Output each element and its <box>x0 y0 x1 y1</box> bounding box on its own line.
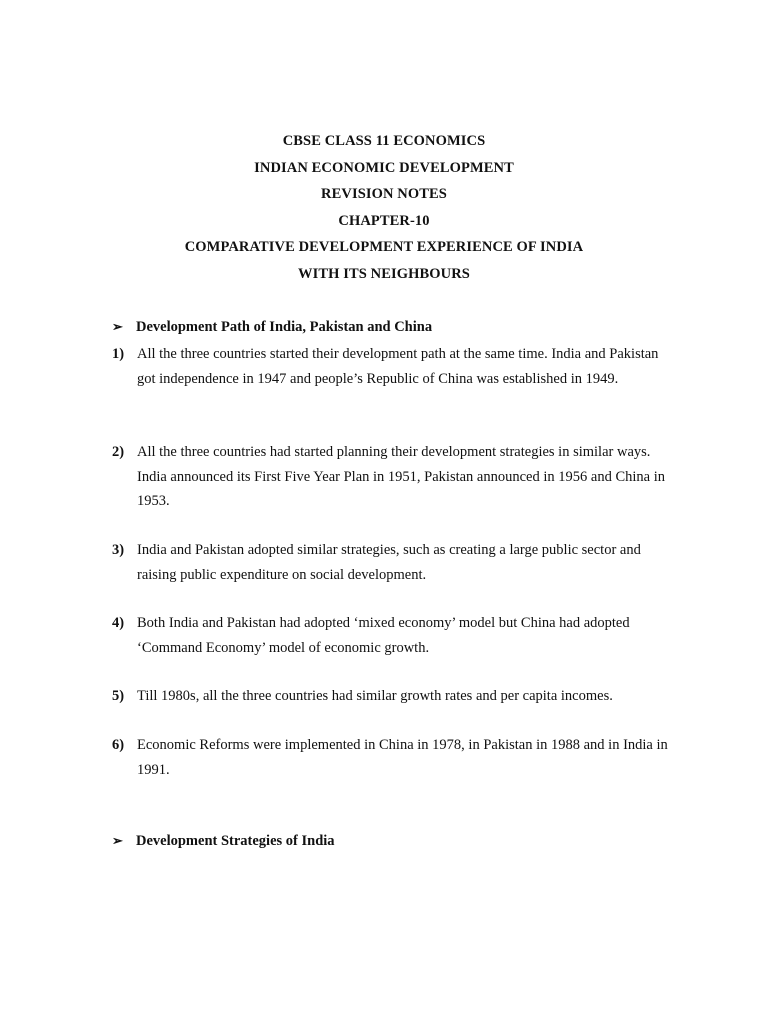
list-item <box>112 440 672 514</box>
list-item <box>112 342 672 391</box>
header-line-6: WITH ITS NEIGHBOURS <box>298 265 470 282</box>
header-line-4: CHAPTER-10 <box>338 212 430 229</box>
arrow-bullet-icon: ➢ <box>112 319 123 334</box>
list-item-number: 4) <box>112 615 125 631</box>
header-line-2: INDIAN ECONOMIC DEVELOPMENT <box>254 159 514 176</box>
header-line-5: COMPARATIVE DEVELOPMENT EXPERIENCE OF INDIA <box>184 239 584 255</box>
header-line-3: REVISION NOTES <box>321 186 447 202</box>
list-item-text: Economic Reforms were implemented in China in 1978, in Pakistan in 1988 and in India in 1991. <box>137 737 668 778</box>
arrow-bullet-icon: ➢ <box>112 833 123 848</box>
document-header <box>0 128 768 287</box>
list-item-number: 6) <box>112 737 125 753</box>
list-item-text: Till 1980s, all the three countries had similar growth rates and per capita incomes. <box>137 688 613 704</box>
list-item-number: 5) <box>112 688 125 704</box>
list-item-text: All the three countries started their development path at the same time. India and Pakistan got independence in 1947 and people’s Republic of China was established in 1949. <box>137 346 659 387</box>
list-item-text: India and Pakistan adopted similar strategies, such as creating a large public sector and raising public expenditure on social development. <box>137 542 641 583</box>
section-heading-text: Development Strategies of India <box>136 833 335 849</box>
list-item-number: 2) <box>112 444 125 460</box>
section-heading-development-path <box>112 317 432 337</box>
header-line-1: CBSE CLASS 11 ECONOMICS <box>282 133 486 149</box>
list-item-number: 1) <box>112 346 125 362</box>
list-item-text: Both India and Pakistan had adopted ‘mixed economy’ model but China had adopted ‘Command Economy’ model of economic growth. <box>137 615 630 656</box>
section-heading-development-strategies <box>112 831 335 851</box>
list-item-number: 3) <box>112 542 125 558</box>
list-item-text: All the three countries had started planning their development strategies in similar ways. India announced its First Five Year Plan in 1951, Pakistan announced in 1956 and China in 1953. <box>137 444 665 509</box>
list-item <box>112 611 672 660</box>
section-heading-text: Development Path of India, Pakistan and China <box>136 319 433 335</box>
list-item <box>112 538 672 587</box>
list-item <box>112 733 672 782</box>
list-item <box>112 684 672 709</box>
